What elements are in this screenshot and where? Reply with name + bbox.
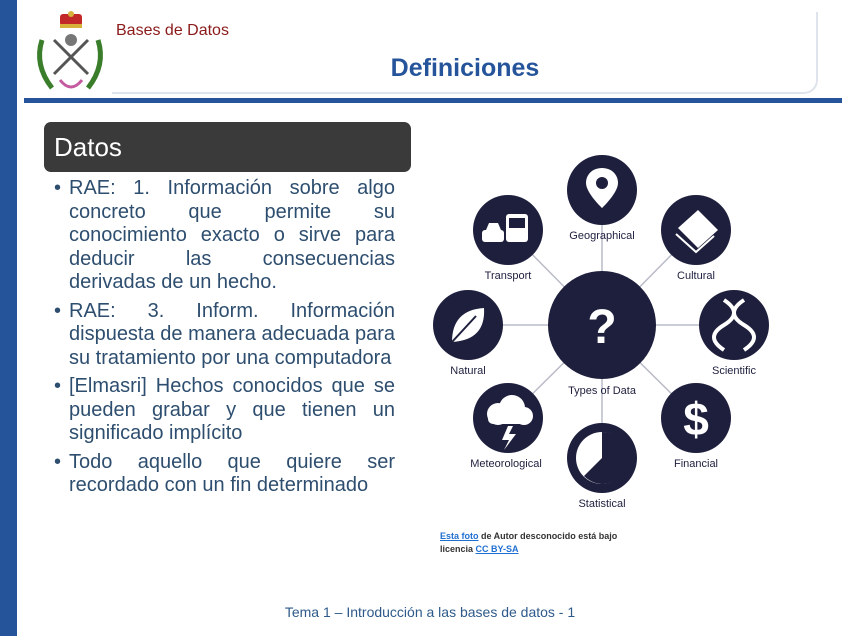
label-geographical: Geographical: [569, 230, 635, 242]
credit-text: de Autor desconocido está bajo licencia: [440, 531, 618, 554]
label-cultural: Cultural: [677, 270, 715, 282]
image-credit: [440, 530, 630, 556]
definition-item: • Todo aquello que quiere ser recordado con un fin determinado: [54, 451, 395, 498]
slide-footer: Tema 1 – Introducción a las bases de datos - 1: [284, 604, 576, 620]
label-scientific: Scientific: [711, 365, 757, 377]
label-transport: Transport: [484, 270, 532, 282]
label-natural: Natural: [450, 365, 486, 377]
definition-item: • RAE: 1. Información sobre algo concreto que permite su conocimiento exacto o sirve para deducir las consecuencias derivadas de un hecho.: [54, 177, 395, 295]
dollar-icon: $: [683, 393, 709, 445]
label-statistical: Statistical: [578, 498, 626, 510]
label-meteorological: Meteorological: [470, 458, 542, 470]
section-heading: Datos: [44, 122, 411, 172]
left-accent-bar: [0, 0, 17, 636]
definition-item: • [Elmasri] Hechos conocidos que se pueden grabar y que tienen un significado implícito: [54, 375, 395, 446]
label-financial: Financial: [673, 458, 719, 470]
types-of-data-diagram: [428, 150, 778, 520]
header-rule: [24, 98, 842, 103]
center-label: Types of Data: [568, 385, 636, 397]
page-title: Definiciones: [390, 54, 540, 82]
photo-link[interactable]: Esta foto: [440, 531, 479, 541]
license-link[interactable]: CC BY-SA: [475, 544, 519, 554]
definition-item: • RAE: 3. Inform. Información dispuesta de manera adecuada para su tratamiento por una computadora: [54, 300, 395, 371]
node-scientific: [699, 290, 769, 360]
course-name: Bases de Datos: [116, 22, 229, 39]
pie-chart-icon: [576, 432, 629, 484]
center-question-icon: ?: [587, 301, 617, 354]
definition-list: [54, 177, 395, 503]
